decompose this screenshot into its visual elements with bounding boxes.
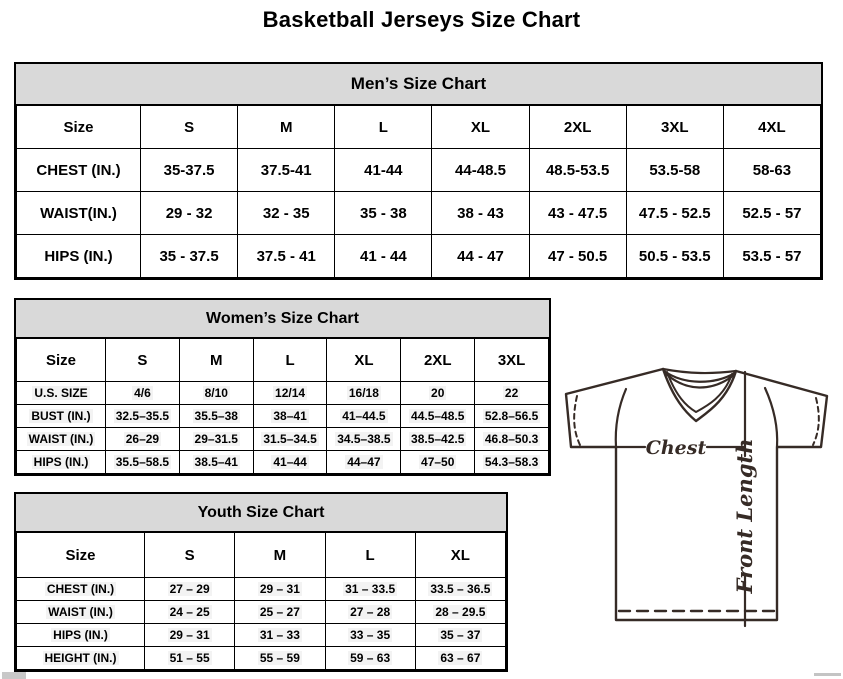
size-value-cell: 47.5 - 52.5 xyxy=(626,192,723,235)
jersey-armhole-left xyxy=(616,389,626,447)
size-value-cell xyxy=(327,382,401,405)
size-table-head xyxy=(17,533,506,578)
size-value-cell xyxy=(415,601,505,624)
size-column-header: S xyxy=(145,533,235,578)
size-value-cell xyxy=(235,578,325,601)
size-value-cell xyxy=(145,647,235,670)
size-value-cell xyxy=(253,428,327,451)
jersey-diagram xyxy=(556,362,838,642)
cell-text: WAIST (IN.) xyxy=(48,605,113,619)
size-table-head xyxy=(17,106,821,149)
size-value-cell xyxy=(327,428,401,451)
size-value-cell xyxy=(253,451,327,474)
size-value-cell: 58-63 xyxy=(723,149,820,192)
horizontal-scrollbar-track-fragment[interactable] xyxy=(814,673,841,676)
cell-text: 63 – 67 xyxy=(440,651,481,665)
size-value-cell xyxy=(106,405,180,428)
cell-text: 54.3–58.3 xyxy=(484,455,539,469)
size-column-header: L xyxy=(325,533,415,578)
cell-text: 29 – 31 xyxy=(259,582,300,596)
cell-text: 52.8–56.5 xyxy=(484,409,539,423)
size-value-cell: 53.5-58 xyxy=(626,149,723,192)
size-value-cell xyxy=(475,405,549,428)
size-value-cell xyxy=(325,601,415,624)
cell-text: 35.5–38 xyxy=(194,409,238,423)
size-column-header: S xyxy=(106,339,180,382)
cell-text: 29 – 31 xyxy=(169,628,210,642)
chest-label: Chest xyxy=(645,437,707,459)
cell-text: 28 – 29.5 xyxy=(435,605,486,619)
size-value-cell xyxy=(235,601,325,624)
jersey-outline xyxy=(566,369,827,620)
size-value-cell: 32 - 35 xyxy=(238,192,335,235)
size-column-header: XL xyxy=(432,106,529,149)
size-value-cell: 35 - 37.5 xyxy=(141,235,238,278)
cell-text: 31 – 33.5 xyxy=(345,582,396,596)
cell-text: CHEST (IN.) xyxy=(46,582,115,596)
size-value-cell: 53.5 - 57 xyxy=(723,235,820,278)
size-value-cell: 41 - 44 xyxy=(335,235,432,278)
size-value-cell: 29 - 32 xyxy=(141,192,238,235)
size-value-cell: 37.5 - 41 xyxy=(238,235,335,278)
cell-text: HIPS (IN.) xyxy=(33,455,89,469)
size-value-cell xyxy=(401,451,475,474)
cell-text: WAIST (IN.) xyxy=(28,432,94,446)
womens-size-chart xyxy=(14,298,551,476)
cell-text: 24 – 25 xyxy=(169,605,210,619)
page-title: Basketball Jerseys Size Chart xyxy=(262,7,581,32)
measurement-row xyxy=(17,451,549,474)
size-value-cell xyxy=(179,405,253,428)
measurement-label xyxy=(17,405,106,428)
measurement-label xyxy=(17,451,106,474)
cell-text: BUST (IN.) xyxy=(31,409,91,423)
measurement-label xyxy=(17,578,145,601)
size-value-cell: 37.5-41 xyxy=(238,149,335,192)
jersey-collar-back xyxy=(663,369,736,388)
size-value-cell xyxy=(235,647,325,670)
cell-text: 27 – 28 xyxy=(350,605,391,619)
cell-text: 38.5–41 xyxy=(194,455,238,469)
size-value-cell xyxy=(179,382,253,405)
cell-text: 31 – 33 xyxy=(259,628,300,642)
mens-size-chart xyxy=(14,62,823,280)
size-value-cell: 41-44 xyxy=(335,149,432,192)
cell-text: 38.5–42.5 xyxy=(411,432,465,446)
cell-text: 55 – 59 xyxy=(259,651,300,665)
size-column-header: XL xyxy=(415,533,505,578)
cell-text: 16/18 xyxy=(348,386,379,400)
size-value-cell xyxy=(145,624,235,647)
measurement-row xyxy=(17,235,821,278)
size-column-header: 3XL xyxy=(475,339,549,382)
cell-text: 33 – 35 xyxy=(350,628,391,642)
size-value-cell xyxy=(401,405,475,428)
measurement-row xyxy=(17,647,506,670)
cell-text: 47–50 xyxy=(421,455,455,469)
size-table-head xyxy=(17,339,549,382)
size-value-cell xyxy=(179,428,253,451)
size-value-cell: 44 - 47 xyxy=(432,235,529,278)
size-value-cell xyxy=(145,578,235,601)
size-corner-cell: Size xyxy=(17,533,145,578)
size-table-body xyxy=(17,578,506,670)
cell-text: 59 – 63 xyxy=(350,651,391,665)
cell-text: 12/14 xyxy=(275,386,306,400)
size-corner-cell: Size xyxy=(17,339,106,382)
measurement-row xyxy=(17,624,506,647)
youth-size-chart xyxy=(14,492,508,672)
size-value-cell xyxy=(475,451,549,474)
measurement-label: CHEST (IN.) xyxy=(17,149,141,192)
measurement-row xyxy=(17,405,549,428)
size-value-cell: 48.5-53.5 xyxy=(529,149,626,192)
cell-text: 34.5–38.5 xyxy=(337,432,391,446)
measurement-row xyxy=(17,192,821,235)
size-column-header: XL xyxy=(327,339,401,382)
size-value-cell xyxy=(475,428,549,451)
jersey-armhole-right xyxy=(765,388,777,447)
size-value-cell xyxy=(415,624,505,647)
measurement-label xyxy=(17,647,145,670)
cell-text: 26–29 xyxy=(125,432,160,446)
cell-text: HEIGHT (IN.) xyxy=(44,651,117,665)
cell-text: 35 – 37 xyxy=(440,628,481,642)
mens-size-chart-title: Men’s Size Chart xyxy=(16,64,821,105)
womens-size-chart-title: Women’s Size Chart xyxy=(16,300,549,338)
size-column-header: M xyxy=(179,339,253,382)
size-value-cell xyxy=(401,428,475,451)
size-value-cell xyxy=(475,382,549,405)
measurement-label: HIPS (IN.) xyxy=(17,235,141,278)
size-value-cell xyxy=(106,451,180,474)
size-value-cell: 44-48.5 xyxy=(432,149,529,192)
cell-text: 44.5–48.5 xyxy=(411,409,465,423)
horizontal-scrollbar-thumb[interactable] xyxy=(2,672,26,679)
size-value-cell xyxy=(415,578,505,601)
front-length-label: Front Length xyxy=(732,438,757,594)
jersey-cuff-stitch-left xyxy=(574,396,580,445)
measurement-label xyxy=(17,428,106,451)
cell-text: 41–44 xyxy=(273,455,307,469)
size-value-cell xyxy=(253,382,327,405)
size-value-cell: 43 - 47.5 xyxy=(529,192,626,235)
measurement-row xyxy=(17,149,821,192)
cell-text: 33.5 – 36.5 xyxy=(430,582,491,596)
cell-text: 20 xyxy=(431,386,445,400)
cell-text: 44–47 xyxy=(347,455,381,469)
size-column-header: L xyxy=(335,106,432,149)
size-value-cell xyxy=(325,624,415,647)
measurement-label xyxy=(17,382,106,405)
measurement-row xyxy=(17,382,549,405)
youth-size-chart-title: Youth Size Chart xyxy=(16,494,506,532)
cell-text: U.S. SIZE xyxy=(34,386,88,400)
cell-text: 38–41 xyxy=(273,409,307,423)
size-column-header: 4XL xyxy=(723,106,820,149)
measurement-row xyxy=(17,428,549,451)
size-value-cell: 50.5 - 53.5 xyxy=(626,235,723,278)
measurement-label xyxy=(17,624,145,647)
size-column-header: S xyxy=(141,106,238,149)
cell-text: 22 xyxy=(504,386,519,400)
cell-text: 8/10 xyxy=(204,386,228,400)
size-column-header: 3XL xyxy=(626,106,723,149)
size-value-cell: 38 - 43 xyxy=(432,192,529,235)
jersey-cuff-stitch-right xyxy=(813,398,819,445)
size-value-cell: 52.5 - 57 xyxy=(723,192,820,235)
size-value-cell xyxy=(325,578,415,601)
size-value-cell xyxy=(179,451,253,474)
cell-text: 4/6 xyxy=(134,386,151,400)
mens-size-table xyxy=(16,105,821,278)
size-table-body xyxy=(17,149,821,278)
cell-text: 29–31.5 xyxy=(194,432,238,446)
size-header-row xyxy=(17,106,821,149)
measurement-label xyxy=(17,601,145,624)
cell-text: 25 – 27 xyxy=(259,605,300,619)
cell-text: HIPS (IN.) xyxy=(53,628,108,642)
measurement-row xyxy=(17,601,506,624)
cell-text: 35.5–58.5 xyxy=(115,455,170,469)
size-value-cell xyxy=(106,428,180,451)
measurement-row xyxy=(17,578,506,601)
size-column-header: 2XL xyxy=(401,339,475,382)
size-value-cell xyxy=(327,451,401,474)
size-table-body xyxy=(17,382,549,474)
womens-size-table xyxy=(16,338,549,474)
size-value-cell xyxy=(145,601,235,624)
cell-text: 32.5–35.5 xyxy=(115,409,170,423)
size-value-cell xyxy=(253,405,327,428)
size-value-cell: 35 - 38 xyxy=(335,192,432,235)
size-value-cell xyxy=(325,647,415,670)
size-column-header: M xyxy=(235,533,325,578)
size-value-cell: 47 - 50.5 xyxy=(529,235,626,278)
cell-text: 51 – 55 xyxy=(169,651,210,665)
size-value-cell: 35-37.5 xyxy=(141,149,238,192)
cell-text: 46.8–50.3 xyxy=(484,432,539,446)
size-value-cell xyxy=(235,624,325,647)
cell-text: 31.5–34.5 xyxy=(263,432,317,446)
size-column-header: 2XL xyxy=(529,106,626,149)
size-column-header: L xyxy=(253,339,327,382)
size-header-row xyxy=(17,533,506,578)
cell-text: 41–44.5 xyxy=(342,409,386,423)
size-value-cell xyxy=(401,382,475,405)
size-value-cell xyxy=(415,647,505,670)
size-value-cell xyxy=(327,405,401,428)
measurement-label: WAIST(IN.) xyxy=(17,192,141,235)
size-header-row xyxy=(17,339,549,382)
cell-text: 27 – 29 xyxy=(169,582,210,596)
size-value-cell xyxy=(106,382,180,405)
size-column-header: M xyxy=(238,106,335,149)
size-corner-cell: Size xyxy=(17,106,141,149)
youth-size-table xyxy=(16,532,506,670)
